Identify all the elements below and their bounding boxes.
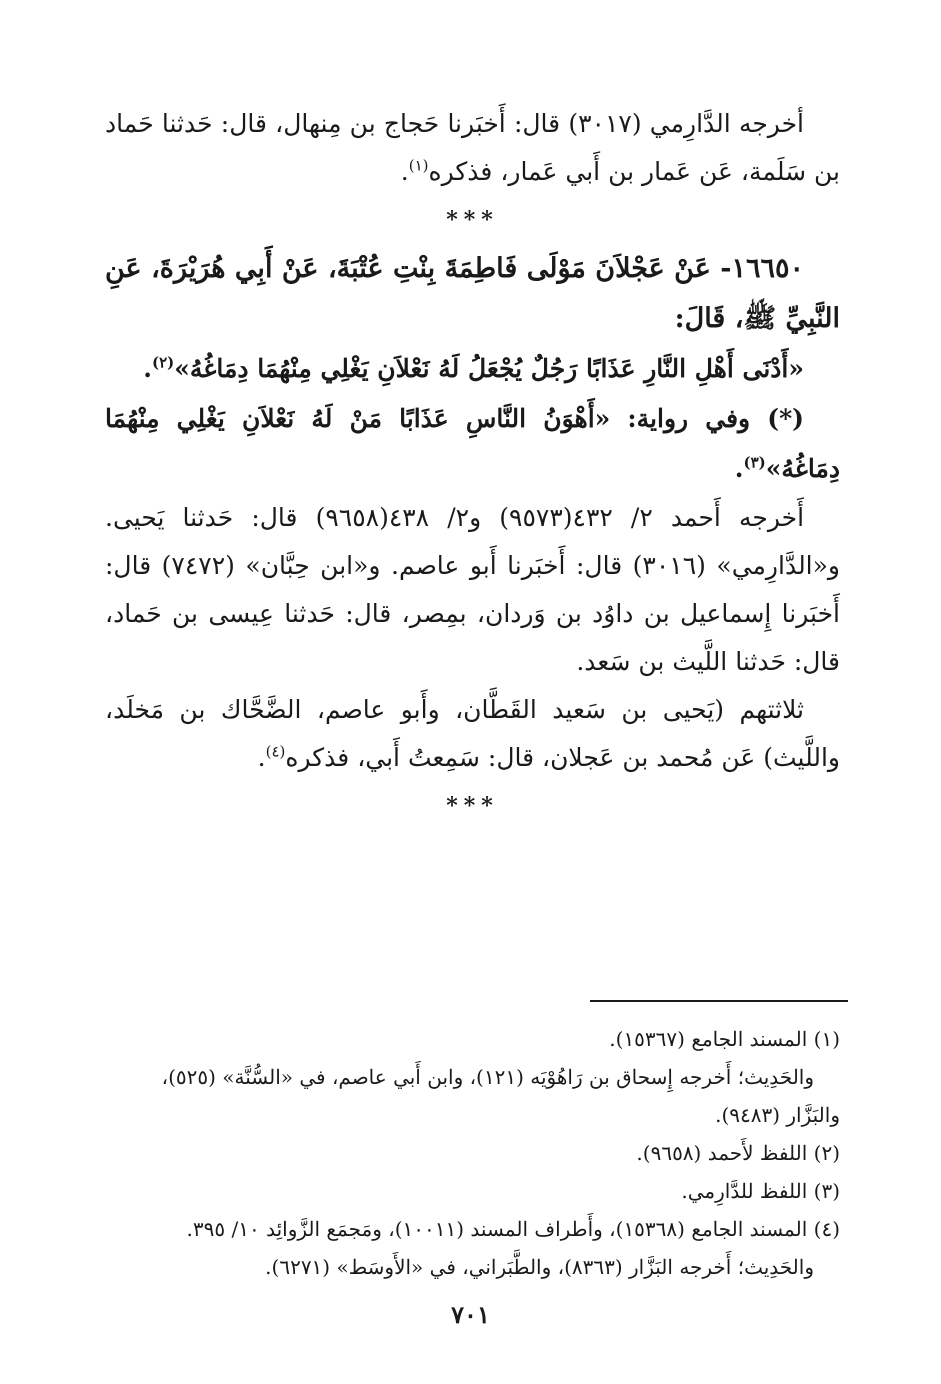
takhrij-text-1: أخرجه الدَّارِمي (٣٠١٧) قال: أَخبَرنا حَجاج بن مِنهال، قال: حَدثنا حَماد بن سَلَمة، عَن عَمار بن أَبي عَمار، فذكره bbox=[105, 109, 840, 186]
page-number: ٧٠١ bbox=[451, 1300, 490, 1329]
takhrij-paragraph-3 bbox=[105, 686, 840, 782]
hadith-matn-1 bbox=[105, 344, 840, 394]
footnote-divider bbox=[590, 1000, 848, 1002]
matn-end-2: . bbox=[734, 454, 744, 483]
matn-end-1: . bbox=[143, 354, 152, 383]
footnote-3: (٣) اللفظ للدَّارِمي. bbox=[681, 1179, 840, 1203]
footnote-ref-4: (٤) bbox=[265, 742, 286, 761]
footnote-ref-3: (٣) bbox=[743, 453, 766, 472]
footnote-4: (٤) المسند الجامع (١٥٣٦٨)، وأَطراف المسند (١٠٠١١)، ومَجمَع الزَّوائِد ١٠/ ٣٩٥. bbox=[186, 1217, 840, 1241]
takhrij-end-3: . bbox=[257, 743, 266, 772]
footnote-1-detail: والحَدِيث؛ أَخرجه إِسحاق بن رَاهُوْيَه (١٢١)، وابن أَبي عاصم، في «السُّنَّة» (٥٢٥)، والبَزَّار (٩٤٨٣). bbox=[161, 1065, 840, 1127]
matn-text-1: «أَدْنَى أَهْلِ النَّارِ عَذَابًا رَجُلٌ يُجْعَلُ لَهُ نَعْلاَنِ يَغْلِي مِنْهُمَا دِمَاغُهُ» bbox=[174, 354, 804, 383]
footnote-1: (١) المسند الجامع (١٥٣٦٧). bbox=[609, 1027, 840, 1051]
section-separator-1: *** bbox=[446, 207, 499, 233]
takhrij-paragraph-2: أَخرجه أَحمد ٢/ ٤٣٢(٩٥٧٣) و٢/ ٤٣٨(٩٦٥٨) قال: حَدثنا يَحيى. و«الدَّارِمي» (٣٠١٦) قال: أَخبَرنا أَبو عاصم. و«ابن حِبَّان» (٧٤٧٢) قال: أَخبَرنا إِسماعيل بن داوُد بن وَردان، بمِصر، قال: حَدثنا عِيسى بن حَماد، قال: حَدثنا اللَّيث بن سَعد. bbox=[105, 503, 840, 676]
footnote-ref-1: (١) bbox=[408, 156, 429, 175]
footnotes bbox=[105, 1020, 840, 1286]
section-separator-2: *** bbox=[446, 793, 499, 819]
footnote-4-detail: والحَدِيث؛ أَخرجه البَزَّار (٨٣٦٣)، والطَّبَراني، في «الأَوسَط» (٦٢٧١). bbox=[265, 1255, 814, 1279]
hadith-heading: ١٦٦٥٠- عَنْ عَجْلاَنَ مَوْلَى فَاطِمَةَ بِنْتِ عُتْبَةَ، عَنْ أَبِي هُرَيْرَةَ، عَنِ النَّبِيِّ ﷺ، قَالَ: bbox=[105, 253, 840, 334]
takhrij-text-3: ثلاثتهم (يَحيى بن سَعيد القَطَّان، وأَبو عاصم، الضَّحَّاك بن مَخلَد، واللَّيث) عَن مُحمد بن عَجلان، قال: سَمِعتُ أَبي، فذكره bbox=[105, 695, 840, 772]
matn-text-2: (*) وفي رواية: «أَهْوَنُ النَّاسِ عَذَابًا مَنْ لَهُ نَعْلاَنِ يَغْلِي مِنْهُمَا دِمَاغُهُ» bbox=[105, 404, 840, 483]
main-text bbox=[105, 100, 840, 830]
takhrij-end-1: . bbox=[400, 157, 409, 186]
hadith-matn-2 bbox=[105, 394, 840, 494]
footnote-ref-2: (٢) bbox=[151, 353, 175, 372]
footnote-2: (٢) اللفظ لأَحمد (٩٦٥٨). bbox=[636, 1141, 840, 1165]
takhrij-paragraph-1 bbox=[105, 100, 840, 196]
